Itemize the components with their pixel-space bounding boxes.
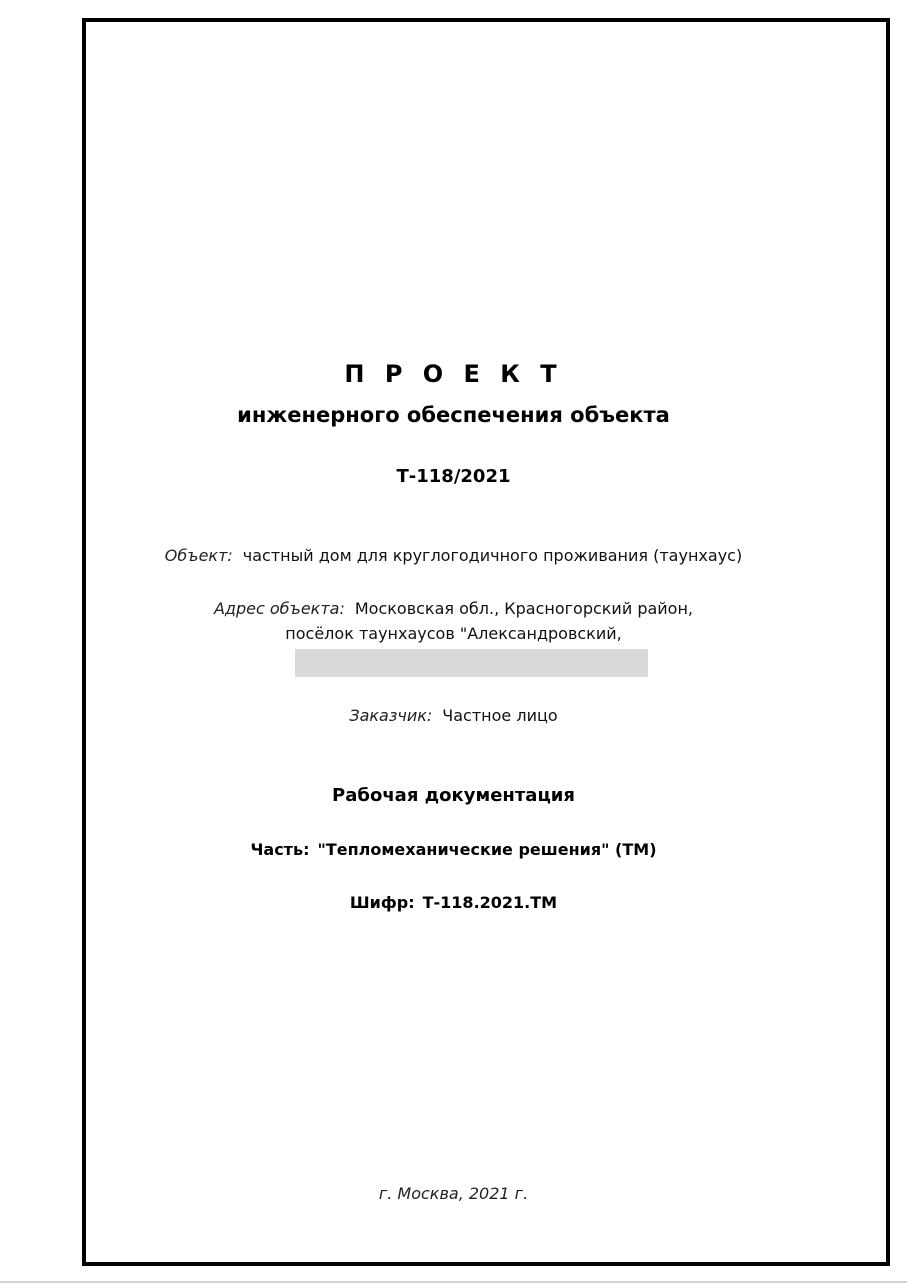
document-subtitle: инженерного обеспечения объекта <box>237 403 670 427</box>
place-year: г. Москва, 2021 г. <box>378 1184 529 1203</box>
address-row <box>0 599 907 618</box>
cipher-value: Т-118.2021.ТМ <box>422 893 558 912</box>
page-bottom-divider <box>0 1281 907 1283</box>
object-row <box>0 546 907 565</box>
part-value: "Тепломеханические решения" (ТМ) <box>317 840 657 859</box>
cipher-row <box>0 893 907 912</box>
document-title: П Р О Е К Т <box>344 360 563 388</box>
customer-label: Заказчик: <box>349 706 433 725</box>
customer-value: Частное лицо <box>442 706 558 725</box>
customer-row <box>0 706 907 725</box>
redacted-address-block <box>295 649 648 677</box>
project-code: Т-118/2021 <box>396 466 511 487</box>
address-label: Адрес объекта: <box>213 599 345 618</box>
part-row <box>0 840 907 859</box>
address-line-1: Московская обл., Красногорский район, <box>354 599 694 618</box>
address-line-2 <box>0 624 907 643</box>
doc-type-heading: Рабочая документация <box>332 785 575 806</box>
part-label: Часть: <box>250 840 310 859</box>
cipher-label: Шифр: <box>349 893 415 912</box>
object-label: Объект: <box>164 546 233 565</box>
address-line-2-text: посёлок таунхаусов "Александровский, <box>285 624 622 643</box>
object-value: частный дом для круглогодичного проживания (таунхаус) <box>242 546 743 565</box>
